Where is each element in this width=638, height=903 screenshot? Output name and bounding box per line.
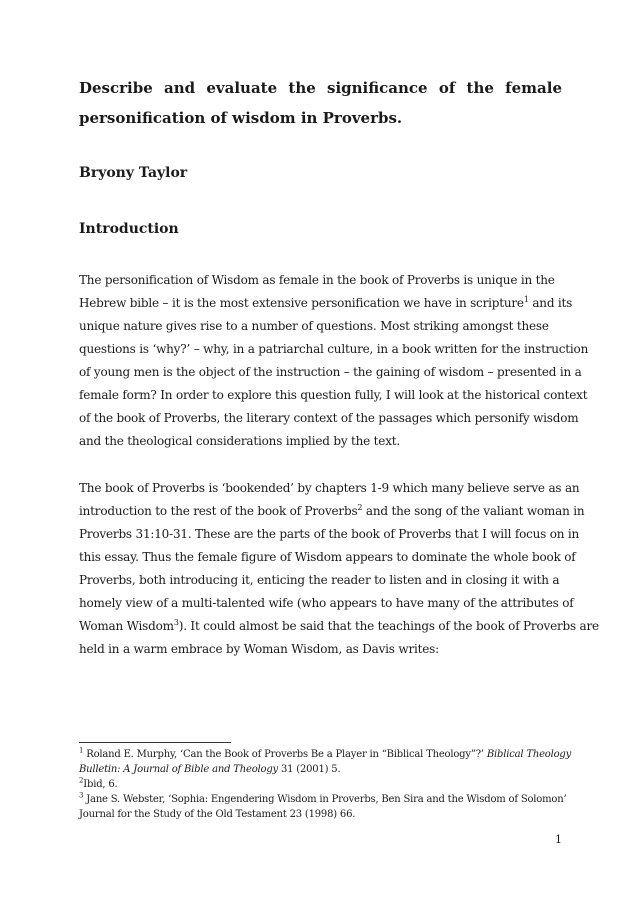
title-line-2: personification of wisdom in Proverbs.	[79, 109, 403, 127]
paragraph-introduction	[79, 269, 589, 453]
paragraph-line: held in a warm embrace by Woman Wisdom, as Davis writes:	[79, 642, 439, 656]
footnote-1-continued: Bulletin: A Journal of Bible and Theology 31 (2001) 5.	[79, 764, 341, 775]
footnote-3: $^3$ Jane S. Webster, ‘Sophia: Engendering Wisdom in Proverbs, Ben Sira and the Wisdom of Solomon’	[79, 791, 567, 805]
paragraph-line: this essay. Thus the female figure of Wisdom appears to dominate the whole book of	[79, 550, 576, 564]
paragraph-line: The book of Proverbs is ‘bookended’ by chapters 1-9 which many believe serve as an	[79, 481, 580, 495]
paragraph-line: Woman Wisdom$^3$). It could almost be said that the teachings of the book of Proverbs are	[79, 618, 599, 633]
paragraph-line: The personification of Wisdom as female in the book of Proverbs is unique in the	[79, 273, 555, 287]
author-name: Bryony Taylor	[79, 165, 188, 181]
paragraph-line: Proverbs 31:10-31. These are the parts of the book of Proverbs that I will focus on in	[79, 527, 580, 541]
title-line-1: Describe and evaluate the significance of the female	[79, 79, 562, 97]
paragraph-line: of young men is the object of the instruction – the gaining of wisdom – presented in a	[79, 365, 582, 379]
footnote-ref-1[interactable]: 1	[523, 295, 529, 304]
paragraph-line: Proverbs, both introducing it, enticing the reader to listen and in closing it with a	[79, 573, 560, 587]
footnote-1: $^1$ Roland E. Murphy, ‘Can the Book of Proverbs Be a Player in “Biblical Theology”?’ Biblical Theology	[79, 746, 572, 760]
paragraph-proverbs-structure	[79, 477, 599, 661]
footnote-divider	[79, 742, 231, 743]
paragraph-line: unique nature gives rise to a number of questions. Most striking amongst these	[79, 319, 549, 333]
footnote-ref-3[interactable]: 3	[173, 618, 179, 627]
footnote-2: $^2$Ibid, 6.	[79, 776, 118, 790]
paragraph-line: female form? In order to explore this question fully, I will look at the historical context	[79, 388, 588, 402]
paragraph-line: introduction to the rest of the book of Proverbs$^2$ and the song of the valiant woman in	[79, 503, 585, 518]
document-title	[79, 73, 562, 133]
footnote-3-continued: Journal for the Study of the Old Testament 23 (1998) 66.	[79, 809, 356, 820]
footnotes	[79, 746, 572, 822]
paragraph-line: Hebrew bible – it is the most extensive personification we have in scripture$^1$ and its	[79, 295, 573, 310]
page-number: 1	[555, 833, 562, 846]
section-heading: Introduction	[79, 221, 179, 237]
paragraph-line: and the theological considerations implied by the text.	[79, 434, 401, 448]
footnote-ref-2[interactable]: 2	[357, 503, 363, 512]
paragraph-line: questions is ‘why?’ – why, in a patriarchal culture, in a book written for the instruction	[79, 342, 589, 356]
paragraph-line: of the book of Proverbs, the literary context of the passages which personify wisdom	[79, 411, 579, 425]
paragraph-line: homely view of a multi-talented wife (who appears to have many of the attributes of	[79, 596, 574, 610]
